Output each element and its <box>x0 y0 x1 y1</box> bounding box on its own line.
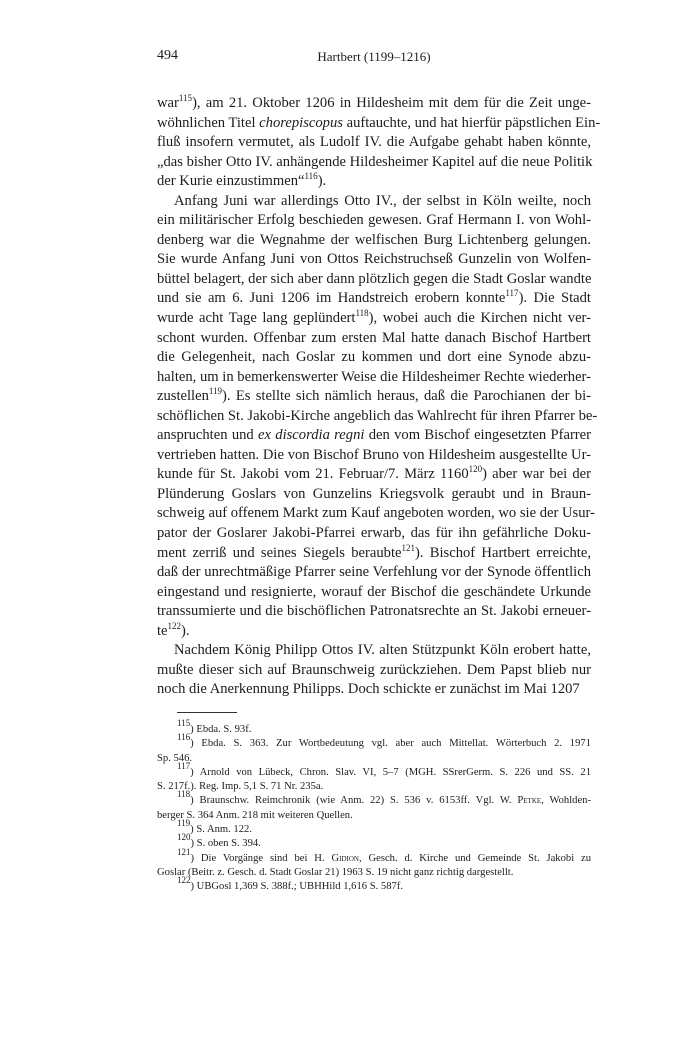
text-run: ). Bischof Hartbert erreichte, <box>414 544 591 561</box>
footnote-ref: 121 <box>401 542 415 553</box>
text-run: halten, um in bemerkenswerter Weise die Hildesheimer Rechte wiederher- <box>157 368 591 385</box>
text-line <box>157 504 595 524</box>
text-run: büttel belagert, der sich aber dann plötzlich gegen die Stadt Goslar wandte <box>157 270 592 287</box>
text-run: , Gesch. d. Kirche und Gemeinde St. Jakobi zu <box>358 852 592 864</box>
text-run: „das bisher Otto IV. anhängende Hildesheimer Kapitel auf die neue Politik <box>157 153 593 170</box>
text-line <box>157 544 591 564</box>
text-run: ) UBGosl 1,369 S. 388f.; UBHHild 1,616 S. 587f. <box>190 881 403 893</box>
text-line <box>157 465 591 485</box>
text-run: anspruchten und <box>157 427 259 444</box>
book-page <box>157 44 601 895</box>
footnote-line <box>157 789 591 808</box>
text-run: pator der Goslarer Jakobi-Pfarrei erwarb, das für ihn gefährliche Doku- <box>157 525 591 542</box>
text-line <box>157 485 591 505</box>
text-line <box>157 94 591 114</box>
text-run: schöflichen St. Jakobi-Kirche angeblich das Wahlrecht für ihren Pfarrer be- <box>157 407 598 424</box>
footnote-ref: 118 <box>355 308 369 319</box>
text-run: Nachdem König Philipp Ottos IV. alten Stützpunkt Köln erobert hatte, <box>174 642 591 659</box>
text-run: transsumierte und die bischöflichen Patronatsrechte an St. Jakobi erneuer- <box>157 603 591 620</box>
text-run: Goslar (Beitr. z. Gesch. d. Stadt Goslar 21) 1963 S. 19 nicht ganz richtig dargestellt. <box>157 866 514 878</box>
footnote-line <box>157 809 591 823</box>
footnote-marker: 122 <box>177 875 191 886</box>
text-run: ) Ebda. S. 93f. <box>190 723 252 735</box>
text-run: schont wurden. Offenbar zum ersten Mal hatte danach Bischof Hartbert <box>157 329 591 346</box>
footnote-line <box>157 752 591 766</box>
text-line <box>157 133 591 153</box>
text-run: ). Es stellte sich nämlich heraus, daß die Parochianen der bi- <box>222 388 591 405</box>
running-title: Hartbert (1199–1216) <box>317 49 431 64</box>
text-line <box>157 172 591 192</box>
text-line <box>157 426 591 446</box>
text-line <box>157 622 591 642</box>
text-line <box>157 680 591 700</box>
text-run: ), am 21. Oktober 1206 in Hildesheim mit dem für die Zeit unge- <box>192 95 591 111</box>
text-line <box>157 368 591 388</box>
text-run: ) aber war bei der <box>482 466 591 483</box>
footnote-marker: 116 <box>177 732 191 743</box>
text-run: ). <box>317 173 327 190</box>
footnote <box>157 732 591 766</box>
footnote-line <box>157 846 592 866</box>
text-run: kunde für St. Jakobi vom 21. Februar/7. März 1160 <box>157 466 469 483</box>
footnote-ref: 117 <box>505 288 519 299</box>
text-run: ) S. oben S. 394. <box>190 838 261 850</box>
text-run: ein militärischer Erfolg beschieden gewesen. Graf Hermann I. von Wohl- <box>157 212 591 229</box>
footnote-line <box>157 866 591 880</box>
footnote-ref: 115 <box>178 93 193 103</box>
text-run: auftauchte, und hat hierfür päpstlichen Ein- <box>342 114 601 131</box>
footnote <box>157 789 591 823</box>
author-name: Gidion <box>331 852 359 864</box>
text-line <box>157 563 591 583</box>
footnote-marker: 121 <box>177 846 191 857</box>
text-run: Plünderung Goslars von Gunzelins Kriegsvolk geraubt und in Braun- <box>157 485 591 502</box>
text-run: schweig auf offenem Markt zum Kauf angeboten worden, wo sie der Usur- <box>157 505 595 522</box>
footnote-ref: 122 <box>167 620 182 631</box>
footnote-marker: 117 <box>177 760 191 771</box>
text-line <box>157 270 591 290</box>
footnote-ref: 119 <box>208 386 223 397</box>
text-run: Sie wurde Anfang Juni von Ottos Reichstruchseß Gunzelin von Wolfen- <box>157 251 591 268</box>
footnote-marker: 118 <box>177 789 191 800</box>
footnote-marker: 119 <box>177 818 191 829</box>
text-run: denberg war die Wegnahme der welfischen Burg Lichtenberg gelungen. <box>157 231 591 248</box>
text-line <box>157 114 601 134</box>
text-run: ) Braunschw. Reimchronik (wie Anm. 22) S. 536 v. 6153ff. Vgl. W. <box>190 795 518 807</box>
text-line <box>157 661 591 681</box>
text-run: mußte dieser sich auf Braunschweig zurückziehen. Dem Papst blieb nur <box>157 661 591 678</box>
text-line <box>157 446 591 466</box>
body-text <box>157 93 601 700</box>
text-run: noch die Anerkennung Philipps. Doch schickte er zunächst im Mai 1207 <box>157 681 580 698</box>
text-run: ) Arnold von Lübeck, Chron. Slav. VI, 5–7 (MGH. SSrerGerm. S. 226 und SS. 21 <box>190 766 591 778</box>
paragraph <box>157 93 601 192</box>
text-run: S. 217f.). Reg. Imp. 5,1 S. 71 Nr. 235a. <box>157 781 324 793</box>
footnote-line <box>157 875 591 894</box>
text-run: ). <box>181 622 190 639</box>
text-run: Anfang Juni war allerdings Otto IV., der selbst in Köln weilte, noch <box>174 192 591 209</box>
footnote <box>157 717 591 737</box>
text-line <box>157 329 591 349</box>
text-run: den vom Bischof eingesetzten Pfarrer <box>364 427 591 444</box>
footnote-line <box>157 732 591 751</box>
paragraph <box>157 641 591 700</box>
text-line <box>157 602 591 622</box>
footnote-line <box>157 717 591 737</box>
footnote-marker: 120 <box>177 832 191 843</box>
italic-term: chorepiscopus <box>259 114 343 131</box>
footnote-line <box>157 818 591 837</box>
footnotes <box>157 717 592 895</box>
text-run: und sie am 6. Juni 1206 im Handstreich erobern konnte <box>157 290 506 307</box>
footnote <box>157 818 591 837</box>
text-line <box>157 641 591 661</box>
text-line <box>157 289 591 309</box>
italic-term: ex discordia regni <box>258 427 365 444</box>
text-run: wurde acht Tage lang geplündert <box>157 310 356 327</box>
text-run: ) Die Vorgänge sind bei H. <box>190 852 332 864</box>
text-run: der Kurie einzustimmen“ <box>157 173 305 190</box>
footnote-ref: 120 <box>468 464 483 475</box>
footnote-ref: 116 <box>304 171 318 182</box>
text-line <box>157 309 591 329</box>
text-run: wöhnlichen Titel <box>157 114 260 131</box>
text-run: berger S. 364 Anm. 218 mit weiteren Quellen. <box>157 809 353 821</box>
text-run: ), wobei auch die Kirchen nicht ver- <box>368 310 591 327</box>
text-run: , Wohlden- <box>541 795 591 807</box>
text-line <box>157 250 591 270</box>
footnote <box>157 846 592 881</box>
footnote <box>157 832 591 851</box>
text-line <box>157 211 591 231</box>
footnote-line <box>157 832 591 851</box>
text-run: Sp. 546. <box>157 752 193 764</box>
text-run: zustellen <box>157 388 209 405</box>
text-run: die Gelegenheit, nach Goslar zu kommen und dort eine Synode abzu- <box>157 349 591 366</box>
footnote <box>157 875 591 894</box>
author-name: Petke <box>517 795 542 807</box>
footnote-line <box>157 760 591 780</box>
text-run: vertrieben hatten. Die von Bischof Bruno von Hildesheim ausgestellte Ur- <box>157 446 591 463</box>
footnote-separator <box>177 712 237 713</box>
text-line <box>157 387 591 407</box>
text-line <box>157 407 598 427</box>
paragraph <box>157 192 598 642</box>
text-run: ) S. Anm. 122. <box>190 824 252 836</box>
text-run: fluß insofern vermutet, als Ludolf IV. die Aufgabe gehabt haben könnte, <box>157 134 591 151</box>
text-run: ). Die Stadt <box>518 290 591 307</box>
footnote-marker: 115 <box>177 717 191 728</box>
text-line <box>157 231 591 251</box>
page-header <box>157 44 591 68</box>
text-run: daß der unrechtmäßige Pfarrer seine Verfehlung vor der Synode öffentlich <box>157 564 591 581</box>
text-run: ment zerriß und seines Siegels beraubte <box>157 544 402 561</box>
text-line <box>157 153 591 173</box>
text-run: war <box>157 95 179 111</box>
text-run: ) Ebda. S. 363. Zur Wortbedeutung vgl. aber auch Mittellat. Wörterbuch 2. 1971 <box>190 738 591 750</box>
text-run: te <box>157 622 168 639</box>
text-run: eingestand und resignierte, worauf der Bischof die geschändete Urkunde <box>157 583 591 600</box>
text-line <box>157 524 591 544</box>
text-line <box>157 192 591 212</box>
footnote <box>157 760 591 795</box>
text-line <box>157 348 591 368</box>
footnote-line <box>157 780 591 794</box>
page-number: 494 <box>157 48 178 63</box>
text-line <box>157 583 591 603</box>
